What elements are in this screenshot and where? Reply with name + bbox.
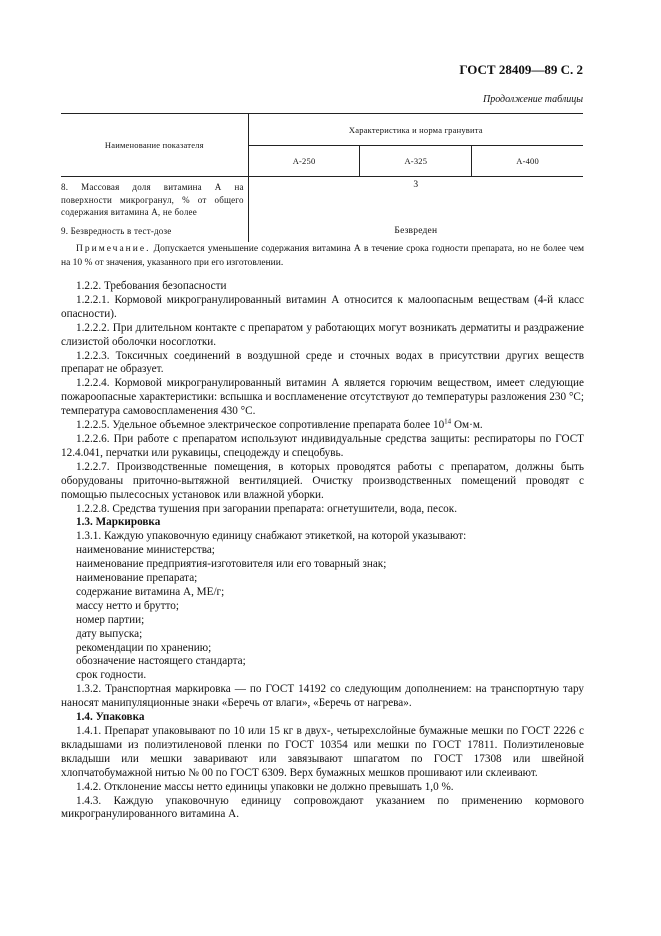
list-item: дату выпуска; — [76, 627, 143, 640]
paragraph: 1.2.2.8. Средства тушения при загорании препарата: огнетушители, вода, песок. — [76, 502, 457, 515]
note-label: Примечание. — [76, 244, 151, 254]
column-header-group: Характеристика и норма гранувита — [248, 114, 583, 146]
column-header-a325: А-325 — [360, 146, 472, 177]
note-text: Допускается уменьшение содержания витамина А в течение срока годности препарата, но не более чем на 10 % от значения, указанного при его изготовлении. — [61, 244, 584, 268]
list-item: наименование препарата; — [76, 572, 198, 585]
row-value: 3 — [413, 180, 419, 190]
exponent: 14 — [444, 417, 452, 426]
list-item: наименование министерства; — [76, 544, 215, 557]
column-header-a400: А-400 — [472, 146, 583, 177]
table-note — [61, 243, 584, 270]
column-header-a250: А-250 — [248, 146, 360, 177]
list-item: наименование предприятия-изготовителя или его товарный знак; — [76, 558, 387, 571]
paragraph: 1.4.1. Препарат упаковывают по 10 или 15 кг в двух-, четырехслойные бумажные мешки по ГОСТ 2226 с вкладышами из полиэтиленовой пленки по ГОСТ 10354 или мешки по ГОСТ 17811. Полиэтиленовые вкладыши или мешки заваривают или завязывают шпагатом по ГОСТ 17308 или швейной хлопчатобумажной нитью № 00 по ГОСТ 6309. Верх бумажных мешков прошивают или склеивают. — [61, 725, 584, 779]
paragraph: 1.2.2.3. Токсичных соединений в воздушной среде и сточных водах в присутствии других веществ препарат не образует. — [61, 349, 584, 376]
section-heading-text: 1.3. Маркировка — [76, 516, 161, 529]
paragraph: 1.4.3. Каждую упаковочную единицу сопровождают указанием по применению кормового микрогранулированного витамина А. — [61, 794, 584, 821]
row-value: Безвреден — [394, 226, 438, 236]
paragraph: 1.3.1. Каждую упаковочную единицу снабжают этикеткой, на которой указывают: — [76, 530, 467, 543]
document-body — [61, 280, 584, 822]
section-heading — [61, 516, 584, 530]
section-heading-text: 1.4. Упаковка — [76, 711, 145, 724]
paragraph-text: Ом·м. — [451, 419, 483, 432]
paragraph-text: 1.2.2.5. Удельное объемное электрическое сопротивление препарата более 10 — [76, 419, 445, 432]
paragraph: 1.2.2. Требования безопасности — [76, 280, 227, 292]
list-item: номер партии; — [76, 613, 145, 626]
section-heading — [61, 711, 584, 725]
page-header: ГОСТ 28409—89 С. 2 — [459, 62, 583, 77]
paragraph: 1.2.2.6. При работе с препаратом используют индивидуальные средства защиты: респираторы по ГОСТ 12.4.041, перчатки или рукавицы, спецодежду и спецобувь. — [61, 432, 584, 459]
properties-table — [61, 113, 583, 242]
paragraph: 1.2.2.2. При длительном контакте с препаратом у работающих могут возникать дерматиты и раздражение слизистой оболочки носоглотки. — [61, 321, 584, 348]
table-continuation-label: Продолжение таблицы — [482, 94, 583, 105]
table-row — [61, 220, 583, 242]
paragraph: 1.2.2.7. Производственные помещения, в которых проводятся работы с препаратом, должны быть оборудованы приточно-вытяжной вентиляцией. Очистку производственных помещений проводят с помощью пылесосных установок или влажной уборки. — [61, 460, 584, 501]
list-item: содержание витамина А, МЕ/г; — [76, 585, 225, 598]
column-header-name: Наименование показателя — [61, 114, 248, 177]
list-item: массу нетто и брутто; — [76, 599, 179, 612]
paragraph: 1.2.2.4. Кормовой микрогранулированный витамин А является горючим веществом, имеет следующие пожароопасные характеристики: вспышка и воспламенение отсутствуют до температуры разложения 230 °С; температура самовоспламенения 430 °С. — [61, 377, 584, 418]
list-item: рекомендации по хранению; — [76, 641, 212, 654]
list-item: обозначение настоящего стандарта; — [76, 655, 246, 668]
row-name: 9. Безвредность в тест-дозе — [61, 220, 248, 242]
row-name: 8. Массовая доля витамина А на поверхности микрогранул, % от общего содержания витамина А, не более — [61, 177, 248, 221]
table-row — [61, 177, 583, 221]
list-item: срок годности. — [76, 669, 147, 682]
paragraph: 1.4.2. Отклонение массы нетто единицы упаковки не должно превышать 1,0 %. — [76, 780, 454, 793]
paragraph: 1.2.2.1. Кормовой микрогранулированный витамин А относится к малоопасным веществам (4-й класс опасности). — [61, 293, 584, 320]
paragraph: 1.3.2. Транспортная маркировка — по ГОСТ 14192 со следующим дополнением: на транспортную тару наносят манипуляционные знаки «Беречь от влаги», «Беречь от нагрева». — [61, 683, 584, 710]
paragraph — [61, 419, 584, 433]
